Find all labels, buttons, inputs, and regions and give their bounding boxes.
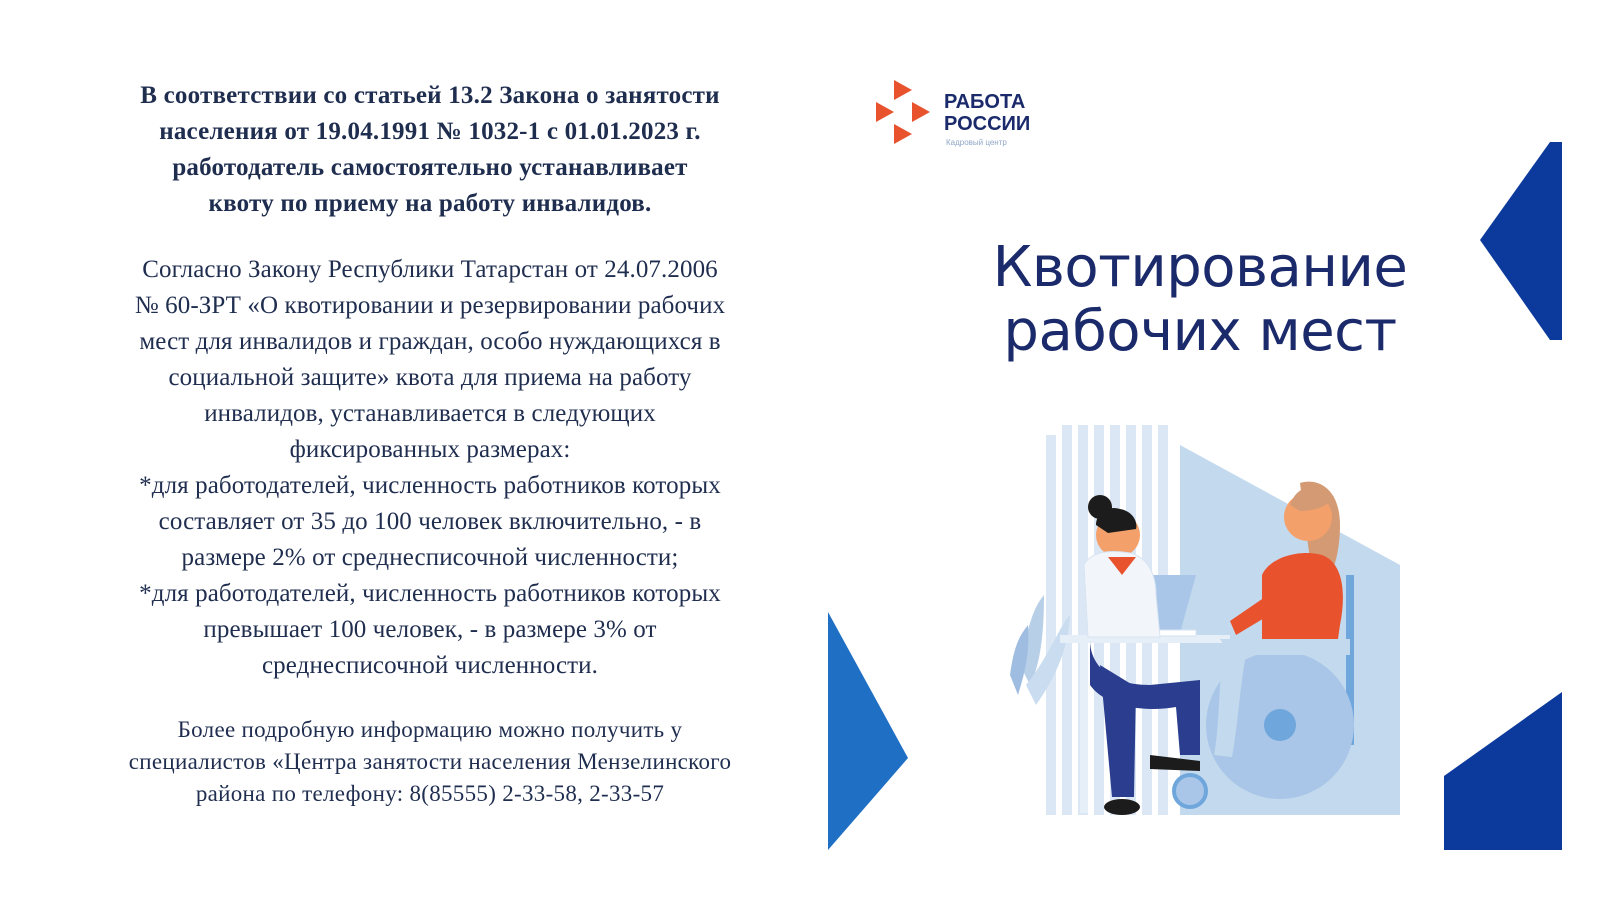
contact-paragraph [40,714,820,810]
lead-line: В соответствии со статьей 13.2 Закона о занятости [140,82,720,109]
contact-line: специалистов «Центра занятости населения Мензелинского [128,749,732,774]
logo-subtitle: Кадровый центр [946,138,1007,147]
right-arrow-shape-top [1480,142,1562,340]
law-line: составляет от 35 до 100 человек включительно, - в [158,508,702,535]
contact-line: района по телефону: 8(85555) 2-33-58, 2-33-57 [195,781,665,806]
title-line: Квотирование [992,235,1408,300]
title-line: рабочих мест [1003,299,1397,364]
rabota-rossii-logo [876,78,1046,150]
law-line: *для работодателей, численность работников которых [139,472,721,499]
lead-line: работодатель самостоятельно устанавливает [172,154,688,181]
law-line: среднесписочной численности. [261,652,598,679]
law-line: социальной защите» квота для приема на работу [168,364,692,391]
law-line: *для работодателей, численность работников которых [139,580,721,607]
right-corner-shape-bottom [1444,692,1562,850]
lead-line: населения от 19.04.1991 № 1032-1 с 01.01.2023 г. [159,118,701,145]
law-line: фиксированных размерах: [289,436,571,463]
lead-line: квоту по приему на работу инвалидов. [208,190,652,217]
law-line: Согласно Закону Республики Татарстан от 24.07.2006 [142,256,718,283]
lead-paragraph [40,78,820,222]
law-line: мест для инвалидов и граждан, особо нуждающихся в [139,328,721,355]
logo-text-line2: РОССИИ [944,113,1031,135]
law-line: размере 2% от среднесписочной численности; [181,544,679,571]
logo-text-line1: РАБОТА [944,91,1026,113]
left-triangle-shape [828,612,908,850]
text-column [40,78,820,810]
law-line: № 60-ЗРТ «О квотировании и резервировании рабочих [134,292,726,319]
page-title [980,236,1420,364]
logo-mark-icon [876,78,938,150]
contact-line: Более подробную информацию можно получить у [177,717,683,742]
law-line: инвалидов, устанавливается в следующих [204,400,656,427]
law-paragraph [40,252,820,684]
law-line: превышает 100 человек, - в размере 3% от [203,616,657,643]
hiring-illustration [1000,425,1400,825]
